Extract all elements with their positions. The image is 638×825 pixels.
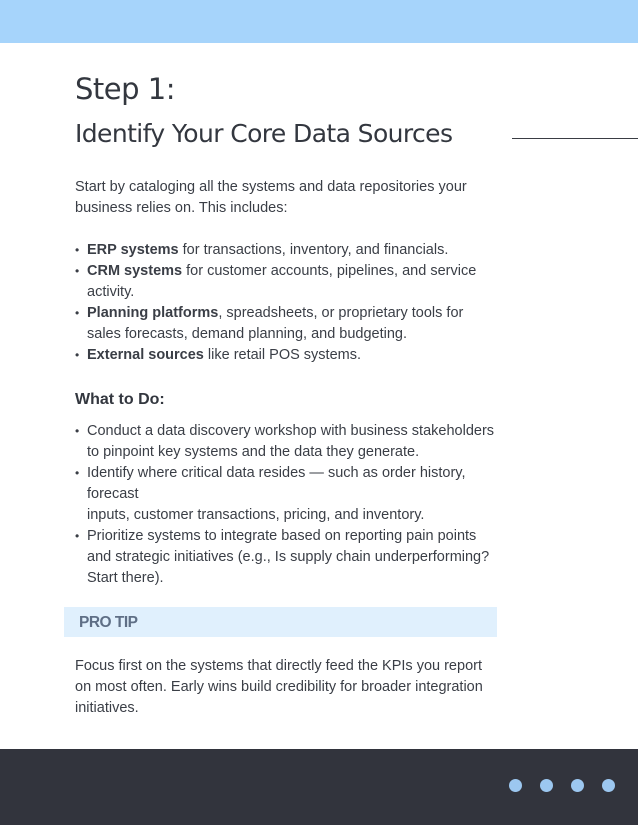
dot-icon	[540, 779, 553, 792]
intro-paragraph: Start by cataloging all the systems and data repositories your business relies on. This includes:	[75, 179, 467, 216]
data-sources-list	[75, 240, 500, 366]
footer-band	[0, 749, 638, 825]
what-to-do-heading: What to Do:	[75, 391, 165, 408]
list-item-text: like retail POS systems.	[203, 347, 361, 363]
list-item-term: Planning platforms	[87, 305, 219, 321]
list-item: • Conduct a data discovery workshop with business stakeholders to pinpoint key systems and the data they generate.	[75, 421, 500, 463]
list-item-text: Identify where critical data resides — such as order history, forecast	[87, 465, 466, 502]
list-item	[75, 345, 500, 366]
list-item	[75, 240, 500, 261]
list-item-text: for customer accounts, pipelines, and service activity.	[87, 263, 477, 300]
list-item-term: External sources	[87, 347, 204, 363]
top-banner	[0, 0, 638, 43]
what-to-do-list	[75, 421, 500, 589]
dot-icon	[509, 779, 522, 792]
list-item	[75, 463, 500, 526]
pro-tip-label: PRO TIP	[79, 614, 138, 631]
list-item-term: ERP systems	[87, 242, 179, 258]
pro-tip-text: Focus first on the systems that directly feed the KPIs you report on most often. Early wins build credibility for broader integration initiatives.	[75, 658, 483, 716]
decorative-rule	[512, 138, 638, 139]
dot-icon	[571, 779, 584, 792]
pro-tip-banner	[64, 607, 497, 637]
step-label: Step 1:	[75, 72, 175, 106]
list-item-term: CRM systems	[87, 263, 183, 279]
list-item	[75, 261, 500, 303]
list-item	[75, 303, 500, 345]
list-item-text: , spreadsheets, or proprietary tools for sales forecasts, demand planning, and budgeting.	[87, 305, 464, 342]
list-item-text: for transactions, inventory, and financials.	[178, 242, 449, 258]
page-title: Identify Your Core Data Sources	[75, 119, 453, 148]
list-item: • Prioritize systems to integrate based on reporting pain points and strategic initiatives (e.g., Is supply chain underperforming? Start there).	[75, 526, 500, 589]
dot-icon	[602, 779, 615, 792]
list-item-text: inputs, customer transactions, pricing, and inventory.	[87, 507, 425, 523]
